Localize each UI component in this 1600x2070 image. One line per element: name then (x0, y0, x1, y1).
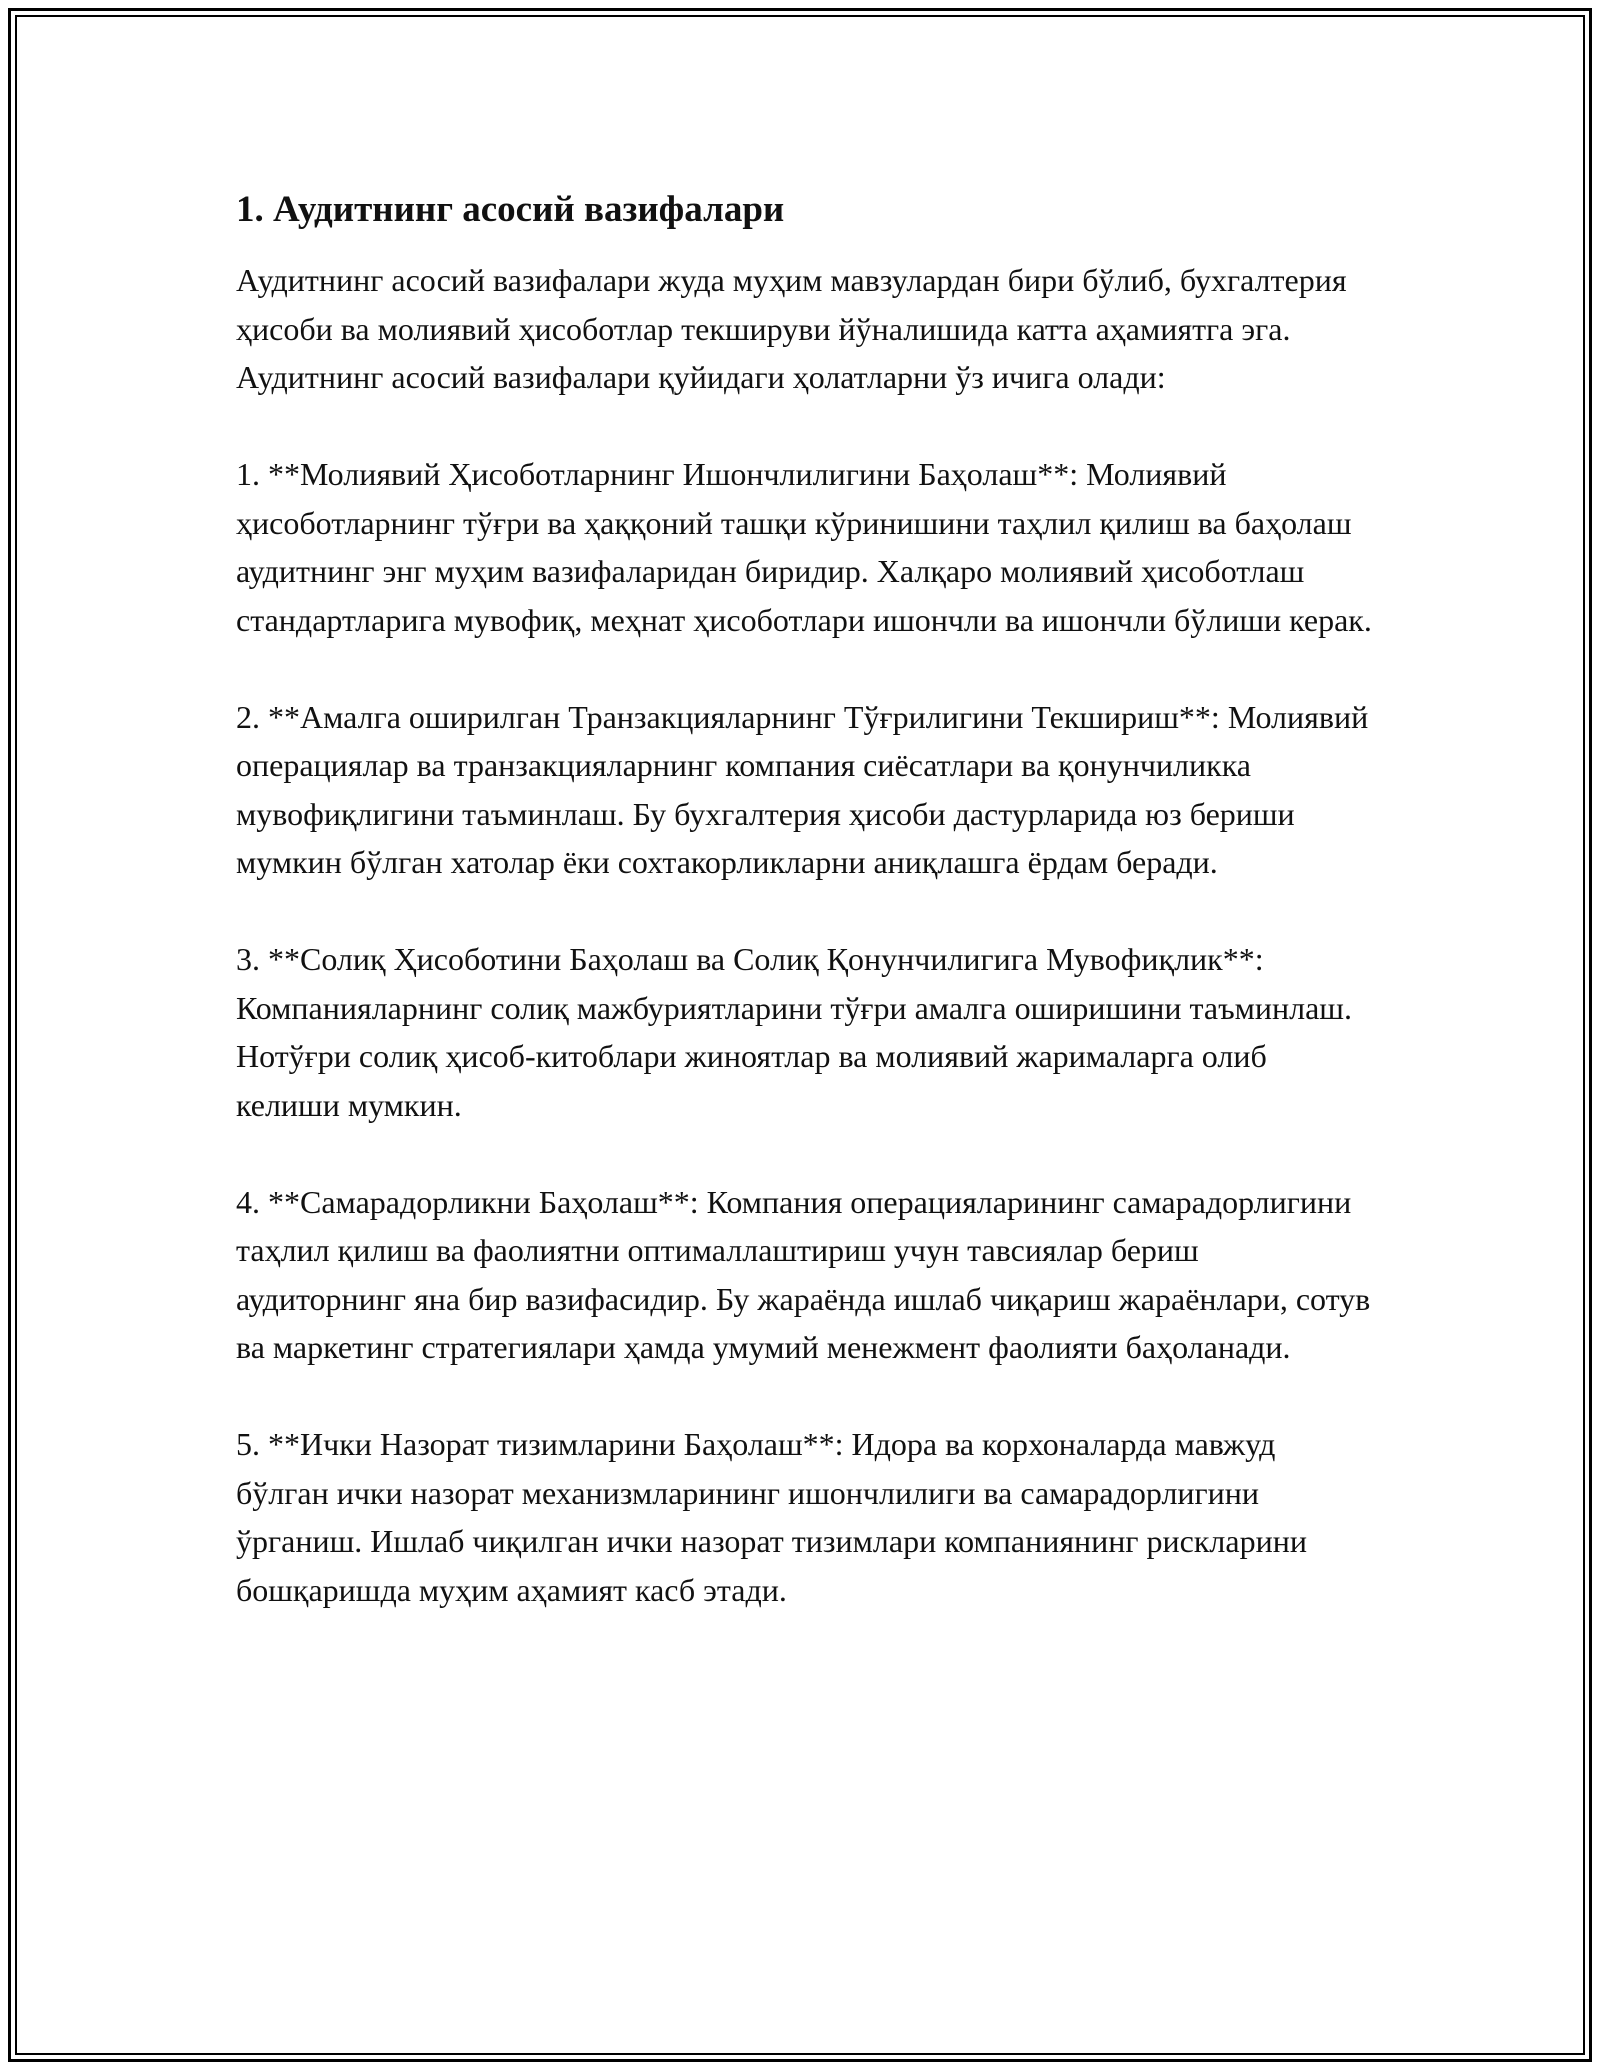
list-item-1: 1. **Молиявий Ҳисоботларнинг Ишончлилигини Баҳолаш**: Молиявий ҳисоботларнинг тўғри ва ҳаққоний ташқи кўринишини таҳлил қилиш ва баҳолаш аудитнинг энг муҳим вазифаларидан биридир. Халқаро молиявий ҳисоботлаш стандартларига мувофиқ, меҳнат ҳисоботлари ишончли ва ишончли бўлиши керак. (236, 456, 1372, 638)
list-item-3: 3. **Солиқ Ҳисоботини Баҳолаш ва Солиқ Қонунчилигига Мувофиқлик**: Компанияларнинг солиқ мажбуриятларини тўғри амалга оширишини таъминлаш. Нотўғри солиқ ҳисоб-китоблари жиноятлар ва молиявий жарималарга олиб келиши мумкин. (236, 941, 1352, 1123)
list-item-4: 4. **Самарадорликни Баҳолаш**: Компания операцияларининг самарадорлигини таҳлил қилиш ва фаолиятни оптималлаштириш учун тавсиялар бериш аудиторнинг яна бир вазифасидир. Бу жараёнда ишлаб чиқариш жараёнлари, сотув ва маркетинг стратегиялари ҳамда умумий менежмент фаолияти баҳоланади. (236, 1183, 1371, 1365)
document-title: 1. Аудитнинг асосий вазифалари (236, 189, 785, 230)
list-item-2: 2. **Амалга оширилган Транзакцияларнинг Тўғрилигини Текшириш**: Молиявий операциялар ва транзакцияларнинг компания сиёсатлари ва қонунчиликка мувофиқлигини таъминлаш. Бу бухгалтерия ҳисоби дастурларида юз бериши мумкин бўлган хатолар ёки сохтакорликларни аниқлашга ёрдам беради. (236, 698, 1369, 880)
document-body (236, 186, 1376, 1663)
intro-paragraph: Аудитнинг асосий вазифалари жуда муҳим мавзулардан бири бўлиб, бухгалтерия ҳисоби ва молиявий ҳисоботлар текшируви йўналишида катта аҳамиятга эга. Аудитнинг асосий вазифалари қуйидаги ҳолатларни ўз ичига олади: (236, 262, 1347, 395)
list-item-5: 5. **Ички Назорат тизимларини Баҳолаш**: Идора ва корхоналарда мавжуд бўлган ички назорат механизмларининг ишончлилиги ва самарадорлигини ўрганиш. Ишлаб чиқилган ички назорат тизимлари компаниянинг рискларини бошқаришда муҳим аҳамият касб этади. (236, 1426, 1307, 1608)
